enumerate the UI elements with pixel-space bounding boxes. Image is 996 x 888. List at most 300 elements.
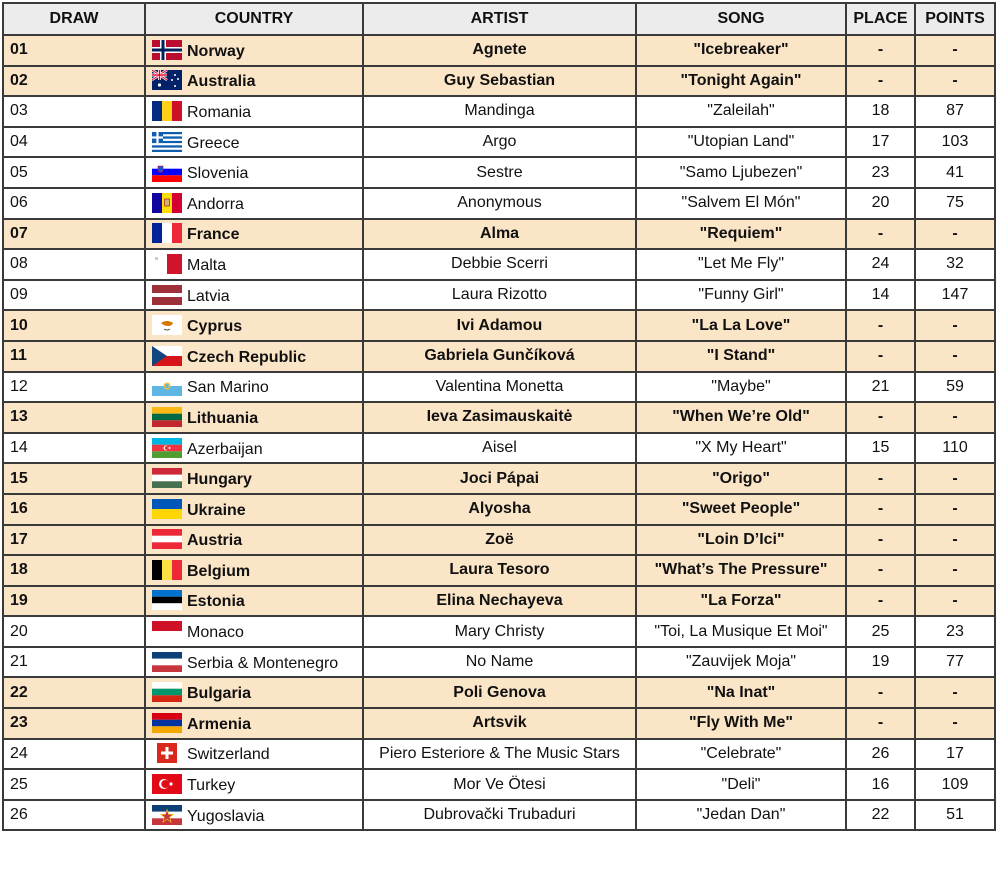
table-row (3, 127, 995, 158)
draw-cell-text: 01 (10, 41, 28, 59)
place-cell (846, 525, 915, 556)
draw-cell-text: 06 (10, 194, 28, 212)
cyprus-flag (152, 315, 182, 335)
country-cell (145, 769, 363, 800)
song-cell (636, 739, 846, 770)
place-cell-text: - (877, 561, 884, 579)
draw-cell-text: 04 (10, 133, 28, 151)
country-cell-text: Bulgaria (187, 685, 252, 703)
song-cell-text: "Tonight Again" (680, 71, 802, 89)
place-cell-text: - (877, 500, 884, 518)
song-cell (636, 96, 846, 127)
song-cell (636, 677, 846, 708)
artist-cell (363, 402, 636, 433)
country-cell (145, 616, 363, 647)
table-row (3, 616, 995, 647)
country-cell (145, 463, 363, 494)
points-cell-text: 87 (946, 102, 964, 120)
song-cell-text: "Fly With Me" (689, 714, 793, 732)
place-cell-text: - (877, 469, 884, 487)
artist-cell-text: Ivi Adamou (456, 316, 543, 334)
table-row (3, 188, 995, 219)
song-cell (636, 586, 846, 617)
place-cell (846, 647, 915, 678)
artist-cell-text: Mandinga (464, 102, 535, 120)
artist-cell-text: Joci Pápai (459, 469, 540, 487)
draw-cell (3, 800, 145, 831)
place-cell (846, 677, 915, 708)
andorra-flag (152, 193, 182, 213)
bulgaria-flag (152, 682, 182, 702)
country-cell (145, 249, 363, 280)
draw-cell-text: 11 (10, 347, 27, 365)
country-cell-text: Greece (187, 134, 240, 152)
artist-cell (363, 249, 636, 280)
artist-cell (363, 463, 636, 494)
artist-cell-text: Debbie Scerri (451, 255, 548, 273)
country-cell (145, 372, 363, 403)
draw-cell (3, 647, 145, 678)
country-cell-text: Czech Republic (187, 348, 307, 366)
song-cell-text: "Origo" (712, 469, 770, 487)
turkey-flag (152, 774, 182, 794)
header-song: SONG (636, 3, 846, 35)
country-cell-text: San Marino (187, 379, 269, 397)
points-cell (915, 280, 995, 311)
place-cell (846, 66, 915, 97)
draw-cell-text: 20 (10, 622, 28, 640)
artist-cell (363, 586, 636, 617)
azerbaijan-flag (152, 438, 182, 458)
place-cell-text: 14 (871, 286, 890, 304)
country-cell-text: France (187, 226, 240, 244)
romania-flag (152, 101, 182, 121)
points-cell-text: - (952, 224, 958, 242)
draw-cell (3, 739, 145, 770)
country-cell (145, 96, 363, 127)
yugoslavia-flag (152, 805, 182, 825)
malta-flag (152, 254, 182, 274)
artist-cell-text: Anonymous (457, 194, 542, 212)
draw-cell-text: 12 (10, 377, 28, 395)
points-cell-text: - (952, 500, 958, 518)
draw-cell-text: 21 (10, 653, 28, 671)
artist-cell-text: Poli Genova (453, 683, 546, 701)
artist-cell (363, 708, 636, 739)
artist-cell-text: Piero Esteriore & The Music Stars (379, 744, 620, 762)
country-cell-text: Lithuania (187, 409, 259, 427)
points-cell-text: 23 (946, 622, 964, 640)
points-cell (915, 188, 995, 219)
draw-cell (3, 433, 145, 464)
song-cell-text: "Jedan Dan" (696, 806, 786, 824)
song-cell-text: "X My Heart" (695, 439, 787, 457)
song-cell-text: "Let Me Fly" (697, 255, 785, 273)
place-cell-text: - (877, 316, 884, 334)
table-row (3, 769, 995, 800)
song-cell-text: "What’s The Pressure" (654, 561, 828, 579)
song-cell-text: "Toi, La Musique Et Moi" (654, 622, 828, 640)
draw-cell (3, 525, 145, 556)
points-cell (915, 800, 995, 831)
draw-cell-text: 09 (10, 286, 28, 304)
artist-cell (363, 647, 636, 678)
place-cell (846, 800, 915, 831)
country-cell (145, 586, 363, 617)
place-cell (846, 341, 915, 372)
draw-cell (3, 494, 145, 525)
song-cell-text: "When We’re Old" (672, 408, 810, 426)
artist-cell (363, 127, 636, 158)
points-cell (915, 433, 995, 464)
draw-cell-text: 22 (10, 683, 28, 701)
place-cell-text: 24 (871, 255, 890, 273)
ukraine-flag (152, 499, 182, 519)
place-cell (846, 433, 915, 464)
country-cell (145, 157, 363, 188)
points-cell-text: - (952, 683, 958, 701)
artist-cell-text: Argo (482, 133, 517, 151)
artist-cell-text: Zoë (485, 530, 514, 548)
points-cell-text: - (952, 347, 958, 365)
country-cell-text: Yugoslavia (187, 807, 265, 825)
place-cell (846, 616, 915, 647)
country-cell-text: Estonia (187, 593, 245, 611)
points-cell (915, 402, 995, 433)
draw-cell (3, 677, 145, 708)
artist-cell-text: Guy Sebastian (443, 71, 556, 89)
artist-cell (363, 769, 636, 800)
place-cell-text: 22 (871, 806, 890, 824)
artist-cell-text: Mary Christy (454, 622, 545, 640)
points-cell (915, 739, 995, 770)
draw-cell (3, 463, 145, 494)
song-cell (636, 433, 846, 464)
draw-cell (3, 310, 145, 341)
artist-cell (363, 310, 636, 341)
artist-cell-text: Dubrovački Trubaduri (423, 806, 576, 824)
table-row (3, 433, 995, 464)
song-cell (636, 66, 846, 97)
table-row (3, 35, 995, 66)
song-cell-text: "La La Love" (691, 316, 791, 334)
song-cell (636, 341, 846, 372)
artist-cell (363, 96, 636, 127)
points-cell-text: 17 (946, 744, 964, 762)
song-cell-text: "Celebrate" (700, 744, 782, 762)
song-cell (636, 188, 846, 219)
australia-flag (152, 70, 182, 90)
song-cell (636, 555, 846, 586)
country-cell-text: Ukraine (187, 501, 246, 519)
points-cell (915, 769, 995, 800)
draw-cell (3, 219, 145, 250)
points-cell-text: - (952, 561, 958, 579)
country-cell (145, 800, 363, 831)
table-row (3, 800, 995, 831)
artist-cell (363, 494, 636, 525)
header-row (3, 3, 995, 35)
draw-cell (3, 769, 145, 800)
points-cell-text: 77 (946, 653, 964, 671)
draw-cell-text: 16 (10, 500, 28, 518)
country-cell (145, 708, 363, 739)
song-cell-text: "Na Inat" (706, 683, 776, 701)
table-row (3, 219, 995, 250)
song-cell-text: "Loin D’Ici" (697, 530, 785, 548)
country-cell (145, 35, 363, 66)
country-cell (145, 402, 363, 433)
song-cell-text: "Samo Ljubezen" (679, 163, 803, 181)
points-cell (915, 494, 995, 525)
draw-cell (3, 66, 145, 97)
table-row (3, 647, 995, 678)
song-cell-text: "Salvem El Món" (681, 194, 801, 212)
place-cell (846, 127, 915, 158)
country-cell-text: Turkey (187, 777, 236, 795)
artist-cell (363, 35, 636, 66)
table-row (3, 494, 995, 525)
artist-cell-text: Alyosha (468, 500, 531, 518)
song-cell-text: "Funny Girl" (698, 286, 784, 304)
country-cell-text: Slovenia (187, 165, 249, 183)
artist-cell-text: Artsvik (472, 714, 527, 732)
song-cell (636, 157, 846, 188)
table-row (3, 310, 995, 341)
artist-cell (363, 341, 636, 372)
draw-cell-text: 08 (10, 255, 28, 273)
header-place: PLACE (846, 3, 915, 35)
points-cell-text: 109 (941, 775, 969, 793)
place-cell (846, 157, 915, 188)
song-cell (636, 219, 846, 250)
place-cell-text: 23 (871, 163, 890, 181)
norway-flag (152, 40, 182, 60)
draw-cell (3, 96, 145, 127)
points-cell-text: - (952, 41, 958, 59)
draw-cell-text: 26 (10, 806, 28, 824)
draw-cell (3, 127, 145, 158)
song-cell (636, 463, 846, 494)
points-cell-text: 147 (941, 286, 969, 304)
song-cell (636, 372, 846, 403)
country-cell-text: Latvia (187, 287, 230, 305)
draw-cell (3, 341, 145, 372)
artist-cell-text: Sestre (476, 163, 523, 181)
monaco-flag (152, 621, 182, 641)
points-cell (915, 647, 995, 678)
artist-cell-text: Aisel (482, 439, 517, 457)
latvia-flag (152, 285, 182, 305)
country-cell-text: Belgium (187, 562, 251, 580)
points-cell (915, 463, 995, 494)
country-cell (145, 555, 363, 586)
austria-flag (152, 529, 182, 549)
points-cell (915, 96, 995, 127)
table-row (3, 280, 995, 311)
table-row (3, 66, 995, 97)
place-cell (846, 372, 915, 403)
draw-cell (3, 249, 145, 280)
song-cell-text: "Deli" (721, 775, 761, 793)
draw-cell (3, 35, 145, 66)
draw-cell (3, 157, 145, 188)
place-cell-text: 20 (871, 194, 890, 212)
artist-cell-text: Laura Rizotto (451, 286, 548, 304)
belgium-flag (152, 560, 182, 580)
place-cell (846, 310, 915, 341)
draw-cell-text: 05 (10, 163, 28, 181)
armenia-flag (152, 713, 182, 733)
draw-cell (3, 616, 145, 647)
country-cell (145, 219, 363, 250)
draw-cell (3, 280, 145, 311)
song-cell-text: "Icebreaker" (693, 41, 789, 59)
artist-cell-text: Agnete (472, 41, 527, 59)
artist-cell-text: Alma (479, 224, 520, 242)
draw-cell-text: 17 (10, 530, 28, 548)
artist-cell-text: Mor Ve Ötesi (453, 775, 546, 793)
header-artist: ARTIST (363, 3, 636, 35)
song-cell (636, 310, 846, 341)
country-cell-text: Monaco (187, 624, 244, 642)
country-cell (145, 310, 363, 341)
draw-cell-text: 19 (10, 591, 28, 609)
place-cell-text: - (877, 530, 884, 548)
table-row (3, 555, 995, 586)
draw-cell (3, 402, 145, 433)
country-cell-text: Serbia & Montenegro (187, 654, 339, 672)
place-cell-text: 18 (871, 102, 890, 120)
points-cell-text: 32 (946, 255, 964, 273)
place-cell-text: 19 (871, 653, 890, 671)
place-cell (846, 35, 915, 66)
switzerland-flag (152, 743, 182, 763)
place-cell (846, 769, 915, 800)
place-cell-text: 17 (871, 133, 890, 151)
points-cell (915, 555, 995, 586)
song-cell (636, 35, 846, 66)
place-cell-text: - (877, 347, 884, 365)
table-row (3, 677, 995, 708)
artist-cell (363, 188, 636, 219)
artist-cell (363, 616, 636, 647)
san-marino-flag (152, 376, 182, 396)
song-cell (636, 280, 846, 311)
country-cell-text: Hungary (187, 471, 252, 489)
table-row (3, 463, 995, 494)
hungary-flag (152, 468, 182, 488)
country-cell-text: Azerbaijan (187, 440, 263, 458)
country-cell-text: Armenia (187, 715, 252, 733)
place-cell-text: 16 (871, 775, 890, 793)
artist-cell (363, 157, 636, 188)
country-cell (145, 647, 363, 678)
artist-cell (363, 280, 636, 311)
draw-cell-text: 18 (10, 561, 28, 579)
place-cell-text: 25 (871, 622, 890, 640)
points-cell-text: - (952, 71, 958, 89)
country-cell (145, 66, 363, 97)
points-cell (915, 127, 995, 158)
draw-cell-text: 15 (10, 469, 28, 487)
song-cell-text: "Sweet People" (681, 500, 801, 518)
place-cell (846, 494, 915, 525)
points-cell-text: - (952, 469, 958, 487)
song-cell (636, 402, 846, 433)
artist-cell-text: Ieva Zasimauskaitė (426, 408, 573, 426)
draw-cell-text: 03 (10, 102, 28, 120)
place-cell-text: - (877, 224, 884, 242)
song-cell (636, 127, 846, 158)
table-row (3, 739, 995, 770)
artist-cell (363, 677, 636, 708)
points-cell (915, 35, 995, 66)
song-cell-text: "Requiem" (699, 224, 783, 242)
draw-cell-text: 24 (10, 744, 28, 762)
song-cell-text: "Maybe" (711, 377, 771, 395)
place-cell (846, 96, 915, 127)
points-cell (915, 616, 995, 647)
place-cell (846, 249, 915, 280)
draw-cell-text: 25 (10, 775, 28, 793)
country-cell (145, 433, 363, 464)
place-cell (846, 463, 915, 494)
place-cell-text: - (877, 683, 884, 701)
header-points: POINTS (915, 3, 995, 35)
points-cell (915, 525, 995, 556)
place-cell (846, 586, 915, 617)
country-cell (145, 127, 363, 158)
points-cell-text: 51 (946, 806, 964, 824)
song-cell (636, 525, 846, 556)
song-cell (636, 616, 846, 647)
france-flag (152, 223, 182, 243)
draw-cell-text: 14 (10, 439, 28, 457)
points-cell-text: 75 (946, 194, 964, 212)
song-cell (636, 800, 846, 831)
country-cell (145, 677, 363, 708)
header-country: COUNTRY (145, 3, 363, 35)
points-cell (915, 157, 995, 188)
draw-cell-text: 23 (10, 714, 28, 732)
table-row (3, 402, 995, 433)
place-cell (846, 280, 915, 311)
song-cell (636, 769, 846, 800)
country-cell-text: Cyprus (187, 318, 243, 336)
country-cell-text: Romania (187, 103, 252, 121)
country-cell-text: Australia (187, 73, 256, 91)
points-cell-text: 59 (946, 377, 964, 395)
points-cell (915, 708, 995, 739)
points-cell (915, 219, 995, 250)
song-cell-text: "I Stand" (706, 347, 776, 365)
country-cell-text: Malta (187, 256, 227, 274)
entries-table (2, 2, 996, 831)
table-row (3, 586, 995, 617)
draw-cell-text: 07 (10, 224, 28, 242)
country-cell (145, 188, 363, 219)
artist-cell (363, 555, 636, 586)
lithuania-flag (152, 407, 182, 427)
place-cell (846, 219, 915, 250)
artist-cell-text: Valentina Monetta (435, 377, 564, 395)
points-cell (915, 586, 995, 617)
artist-cell (363, 800, 636, 831)
points-cell-text: 110 (942, 439, 968, 457)
place-cell-text: 15 (871, 439, 890, 457)
country-cell (145, 525, 363, 556)
